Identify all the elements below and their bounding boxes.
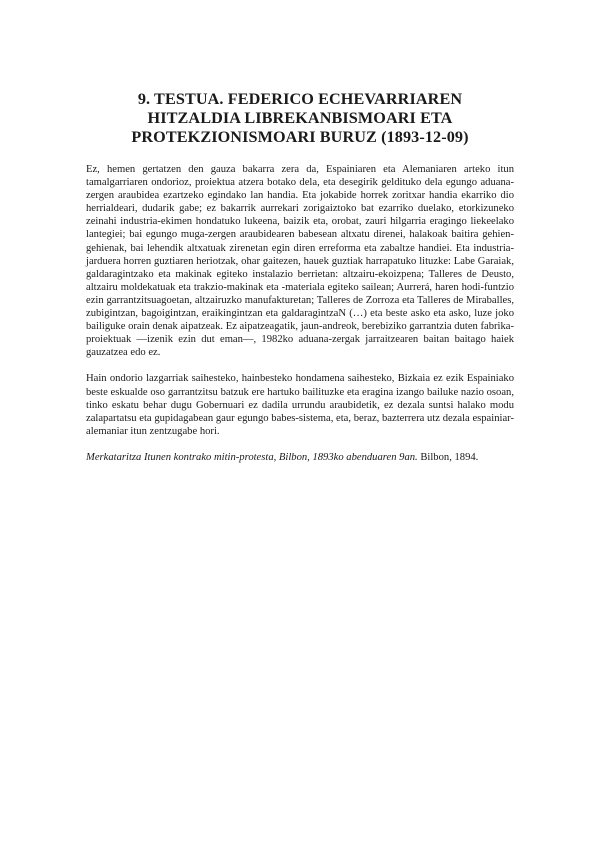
document-title [60,90,540,147]
title-line-3: PROTEKZIONISMOARI BURUZ (1893-12-09) [131,128,469,146]
source-citation-rest: Bilbon, 1894. [417,451,479,463]
source-citation [86,451,514,464]
title-line-1: 9. TESTUA. FEDERICO ECHEVARRIAREN [137,90,463,108]
title-line-2: HITZALDIA LIBREKANBISMOARI ETA [147,109,453,127]
document-body [86,163,514,475]
source-citation-italic: Merkataritza Itunen kontrako mitin-protesta, Bilbon, 1893ko abenduaren 9an. [86,451,418,463]
body-paragraph-2: Hain ondorio lazgarriak saihesteko, hainbesteko hondamena saihesteko, Bizkaia ez ezik Espainiako beste eskualde oso garrantzitsu batzuk ere hartuko bailituzke eta eragina izango bailuke nazio osoan, tinko eskatu behar dugu Gobernuari ez dadila urrundu araubidetik, ez dezala suntsi halako modu zalapartatsu eta gupidagabean gaur egungo babes-sistema, eta, beraz, bazterrera utz dezala espainiar-alemaniar itun zentzugabe hori. [86,373,514,437]
body-paragraph-1: Ez, hemen gertatzen den gauza bakarra zera da, Espainiaren eta Alemaniaren arteko itun tamalgarriaren ondorioz, proiektua atzera botako dela, eta desegirik geldituko dela egungo aduana-zergen araubidea ezartzeko egindako lan handia. Eta jokabide horrek zoritxar handia ekarriko dio herrialdeari, dudarik gabe; ez bakarrik aurrekari zorigaiztoko bat ezarriko duelako, etorkizuneko zeinahi industria-ekimen hondatuko lukeena, baizik eta, orobat, zauri hilgarria eragingo liekeelako lantegiei; bai egungo muga-zergen araubidearen babesean altxatu direnei, halakoak baitira gehien-gehienak, bai lehendik altxatuak zirenetan egin diren erreforma eta zabaltze handiei. Eta industria-jarduera horren guztiaren heriotzak, ohar gaitezen, hauek guztiak harrapatuko lituzke: Labe Garaiak, galdaragintzako eta makinak egiteko instalazio berrietan: altzairu-ekoizpena; Talleres de Deusto, altzairu moldekatuak eta trakzio-makinak eta -materiala egiteko sailean; Aurrerá, haren hodi-funtzio ezin garrantzitsuagoetan, altzairuzko manufakturetan; Talleres de Zorroza eta Talleres de Miraballes, zubigintzan, bagoigintzan, eraikingintzan eta galdaragintzaN (…) eta beste asko eta asko, luze joko bailiguke orain denak aipatzeak. Ez aipatzeagatik, jaun-andreok, berebiziko garrantzia duten fabrika-proiektuak —izenik ezin dut eman—, 1982ko aduana-zergak jarraitzearen baitan baitago haiek gauzatzea edo ez. [86,164,514,359]
